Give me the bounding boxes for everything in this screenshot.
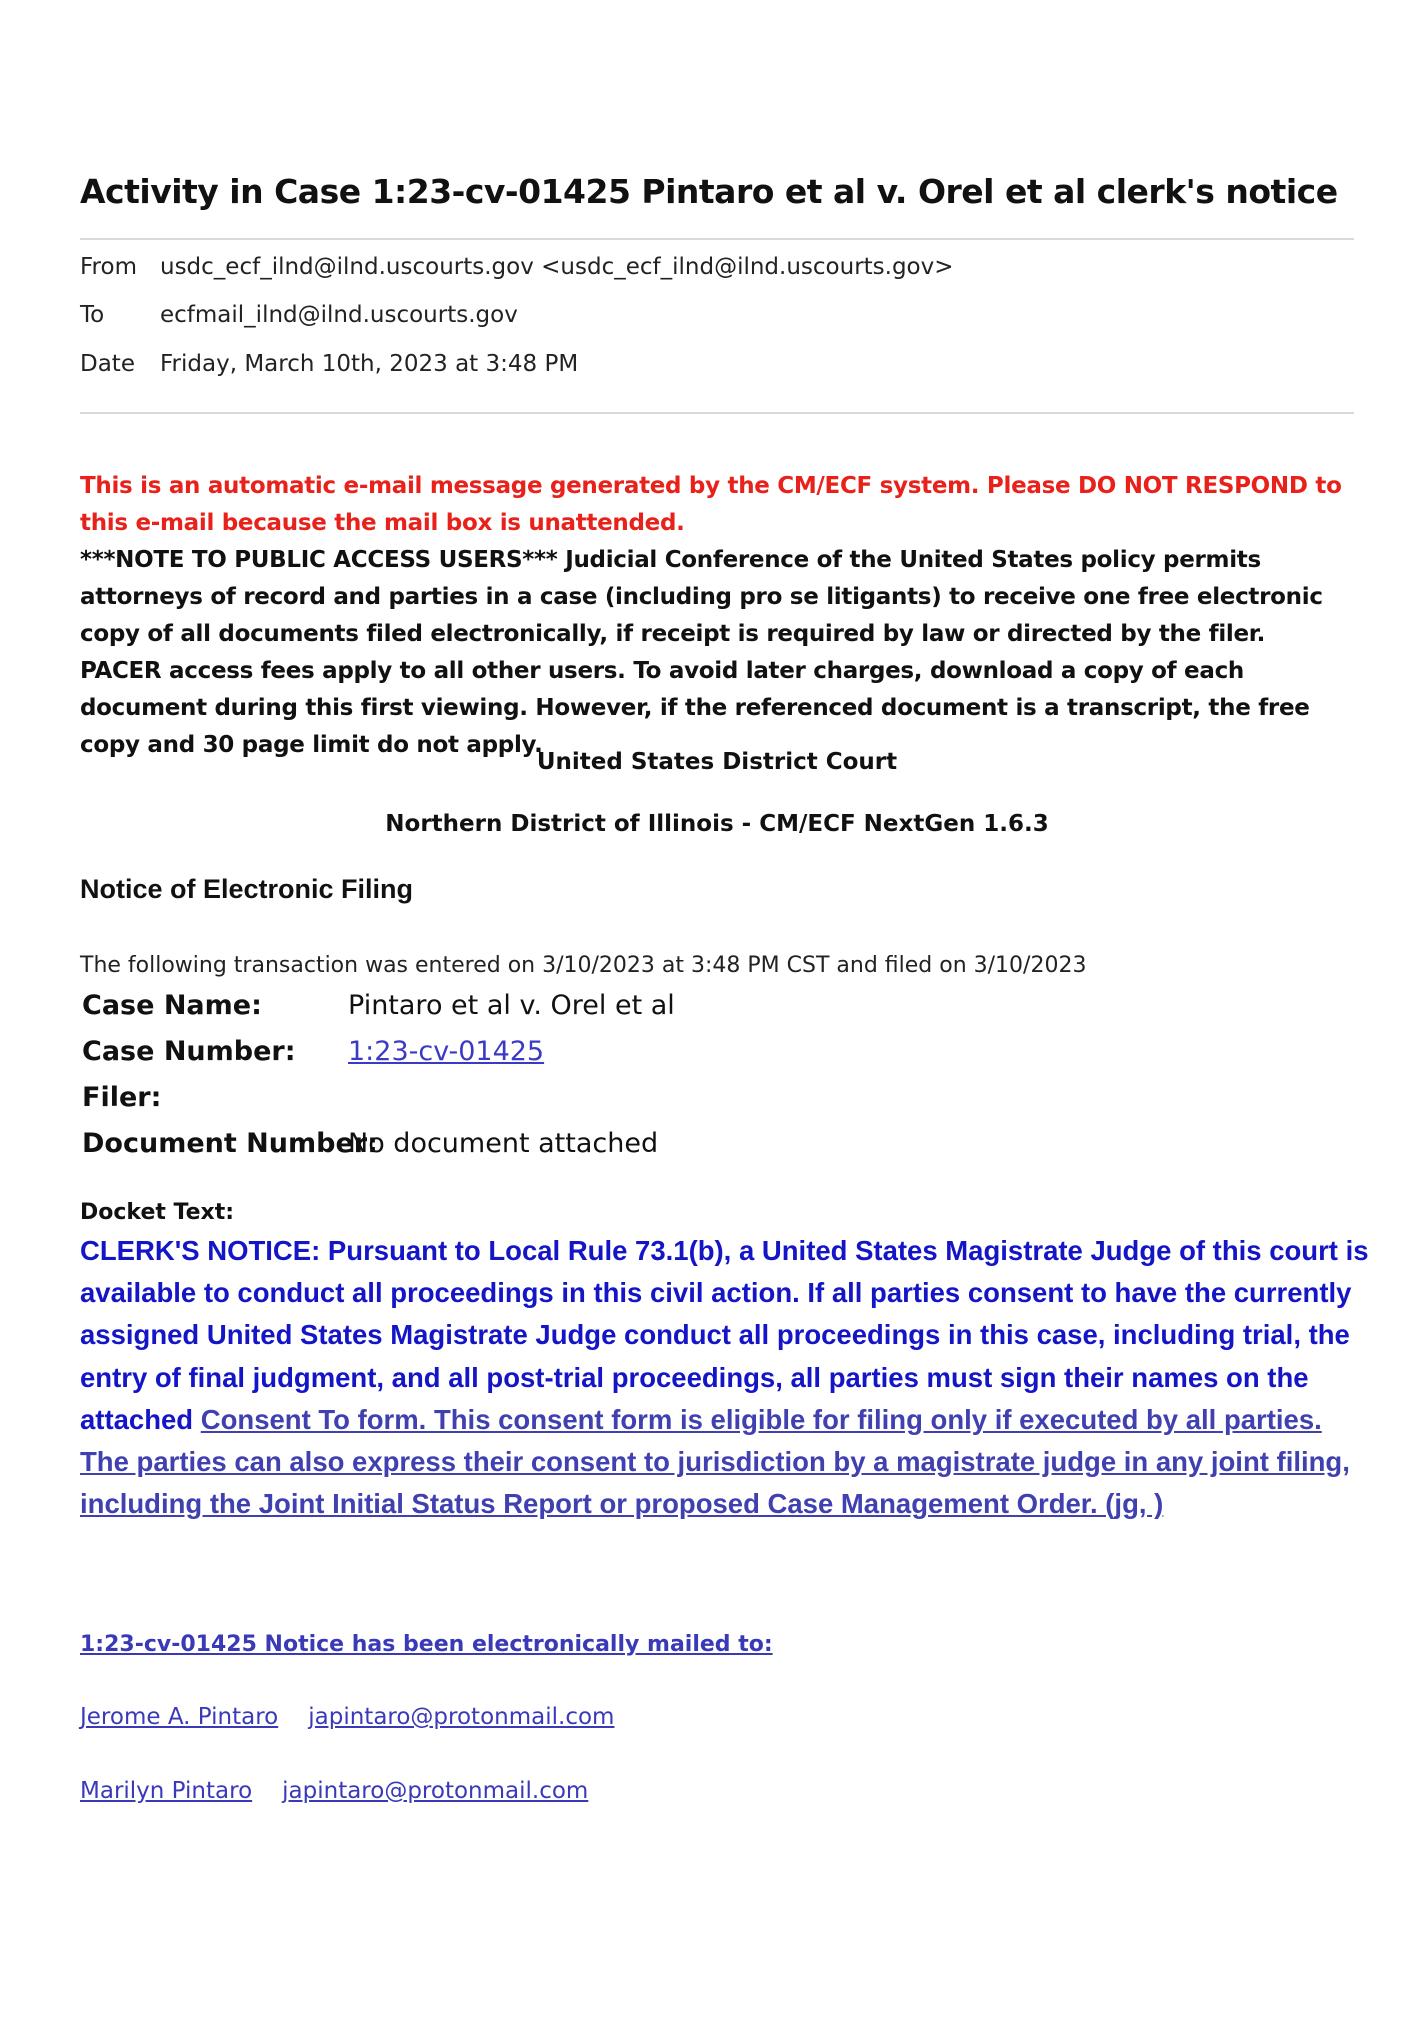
case-number-row: [82, 1036, 544, 1067]
document-number-value: No document attached: [348, 1128, 659, 1159]
docket-text-body: CLERK'S NOTICE: Pursuant to Local Rule 73.1(b), a United States Magistrate Judge of this court is available to conduct all proceedings in this civil action. If all parties consent to have the currently assigned United States Magistrate Judge conduct all proceedings in this case, including trial, the entry of final judgment, and all post-trial proceedings, all parties must sign their names on the attached: [80, 1235, 1369, 1435]
recipient-name[interactable]: Jerome A. Pintaro: [80, 1704, 279, 1730]
filer-row: [82, 1082, 348, 1113]
case-number-label: Case Number:: [82, 1036, 296, 1067]
from-label: From: [80, 254, 137, 280]
transaction-line: The following transaction was entered on 3/10/2023 at 3:48 PM CST and filed on 3/10/2023: [80, 953, 1087, 978]
to-value[interactable]: ecfmail_ilnd@ilnd.uscourts.gov: [160, 302, 518, 328]
recipient-row[interactable]: [80, 1704, 614, 1730]
case-name-label: Case Name:: [82, 990, 262, 1021]
date-label: Date: [80, 351, 135, 377]
header-divider-top: [80, 238, 1354, 240]
date-row: [80, 351, 578, 377]
recipient-row[interactable]: [80, 1778, 588, 1804]
to-label: To: [80, 302, 105, 328]
document-number-label: Document Number:: [82, 1128, 378, 1159]
auto-email-warning: This is an automatic e-mail message generated by the CM/ECF system. Please DO NOT RESPOND to this e-mail because the mail box is unattended.: [80, 473, 1342, 536]
docket-text-label: Docket Text:: [80, 1200, 235, 1225]
public-access-note: ***NOTE TO PUBLIC ACCESS USERS*** Judicial Conference of the United States policy permits attorneys of record and parties in a case (including pro se litigants) to receive one free electronic copy of all documents filed electronically, if receipt is required by law or directed by the filer. PACER access fees apply to all other users. To avoid later charges, download a copy of each document during this first viewing. However, if the referenced document is a transcript, the free copy and 30 page limit do not apply.: [80, 547, 1323, 758]
from-value[interactable]: usdc_ecf_ilnd@ilnd.uscourts.gov <usdc_ecf_ilnd@ilnd.uscourts.gov>: [160, 254, 954, 280]
recipient-email[interactable]: japintaro@protonmail.com: [308, 1704, 615, 1730]
email-subject: Activity in Case 1:23-cv-01425 Pintaro et al v. Orel et al clerk's notice: [80, 172, 1338, 211]
notice-title: Notice of Electronic Filing: [80, 874, 414, 904]
court-district: Northern District of Illinois - CM/ECF NextGen 1.6.3: [385, 811, 1049, 837]
recipient-email[interactable]: japintaro@protonmail.com: [282, 1778, 589, 1804]
consent-form-link[interactable]: Consent To form. This consent form is eligible for filing only if executed by all parties. The parties can also express their consent to jurisdiction by a magistrate judge in any joint filing, including the Joint Initial Status Report or proposed Case Management Order. (jg, ): [80, 1403, 1350, 1520]
case-name-row: [82, 990, 675, 1021]
mailed-to-heading[interactable]: 1:23-cv-01425 Notice has been electronically mailed to:: [80, 1632, 773, 1657]
case-number-link[interactable]: 1:23-cv-01425: [348, 1036, 545, 1067]
to-row: [80, 302, 518, 328]
case-name-value: Pintaro et al v. Orel et al: [348, 990, 675, 1021]
header-divider-bottom: [80, 412, 1354, 414]
court-name: United States District Court: [536, 749, 898, 775]
from-row: [80, 254, 954, 280]
filer-label: Filer:: [82, 1082, 162, 1113]
docket-text: [80, 1230, 1370, 1525]
recipient-name[interactable]: Marilyn Pintaro: [80, 1778, 253, 1804]
date-value: Friday, March 10th, 2023 at 3:48 PM: [160, 351, 579, 377]
document-number-row: [82, 1128, 658, 1159]
